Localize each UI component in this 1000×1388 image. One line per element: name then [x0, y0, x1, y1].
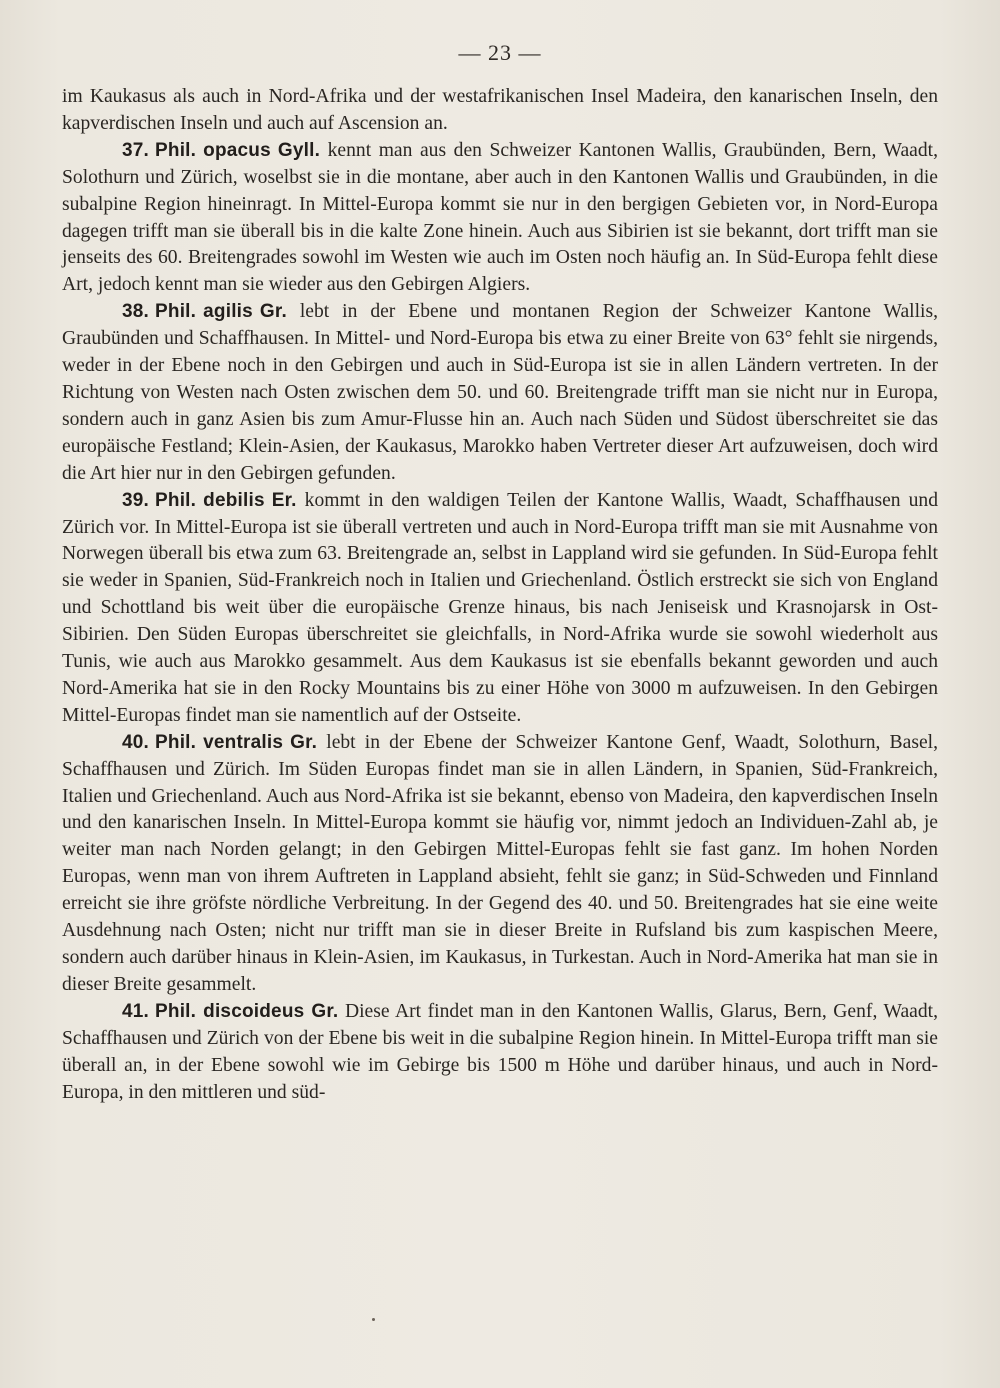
species-genus: Phil.: [155, 489, 197, 511]
species-genus: Phil.: [155, 139, 197, 161]
species-entry-39: [62, 488, 938, 730]
species-number: 40.: [122, 731, 150, 753]
species-number: 39.: [122, 489, 150, 511]
species-genus: Phil.: [155, 301, 197, 323]
species-heading: [122, 490, 297, 511]
species-description: lebt in der Ebene und montanen Region der Schweizer Kantone Wallis, Graubünden und Schaffhausen. In Mittel- und Nord-Europa bis etwa zu einer Breite von 63° fehlt sie nirgends, weder in der Ebene noch in den Gebirgen und auch in Süd-Europa ist sie in allen Ländern vertreten. In der Richtung von Westen nach Osten zwischen dem 50. und 60. Breitengrade trifft man sie nicht nur in Europa, sondern auch in ganz Asien bis zum Amur-Flusse hin an. Auch nach Süden und Südost überschreitet sie das europäische Festland; Klein-Asien, der Kaukasus, Marokko haben Vertreter dieser Art aufzuweisen, doch wird die Art hier nur in den Gebirgen gefunden.: [62, 301, 938, 484]
species-heading: [122, 301, 287, 322]
species-heading: [122, 140, 320, 161]
species-genus: Phil.: [155, 731, 197, 753]
species-heading: [122, 1001, 338, 1022]
text-column: [62, 84, 938, 1106]
print-speck: [372, 1318, 375, 1321]
species-number: 37.: [122, 139, 150, 161]
species-author: Gyll.: [277, 139, 321, 161]
species-entry-40: [62, 730, 938, 999]
species-heading: [122, 732, 317, 753]
species-author: Er.: [271, 489, 297, 511]
species-description: Diese Art findet man in den Kantonen Wallis, Glarus, Bern, Genf, Waadt, Schaffhausen und Zürich von der Ebene bis weit in die subalpine Region hinein. In Mittel-Europa trifft man sie überall an, in der Ebene sowohl wie im Gebirge bis 1500 m Höhe und darüber hinaus, und auch in Nord-Europa, in den mittleren und süd-: [62, 1000, 938, 1103]
species-epithet: debilis: [203, 489, 265, 511]
species-description: lebt in der Ebene der Schweizer Kantone Genf, Waadt, Solothurn, Basel, Schaffhausen und Zürich. Im Süden Europas findet man sie in allen Ländern, in Spanien, Süd-Frankreich, Italien und Griechenland. Auch aus Nord-Afrika ist sie bekannt, ebenso von Madeira, den kapverdischen Inseln und den kanarischen Inseln. In Mittel-Europa kommt sie häufig vor, nimmt jedoch an Individuen-Zahl ab, je weiter man nach Norden gelangt; in den Gebirgen Mittel-Europas fehlt sie fast ganz. Im hohen Norden Europas, wenn man von ihrem Auftreten in Lappland absieht, fehlt sie ganz; in Süd-Schweden und Finnland erreicht sie ihre gröfste nördliche Verbreitung. In der Gegend des 40. und 50. Breitengrades hat sie eine weite Ausdehnung nach Osten; nicht nur trifft man sie in dieser Breite in Rufsland bis zum kaspischen Meere, sondern auch darüber hinaus in Klein-Asien, im Kaukasus, in Turkestan. Auch in Nord-Amerika hat man sie in dieser Breite gesammelt.: [62, 731, 938, 995]
species-number: 38.: [122, 301, 150, 323]
species-epithet: ventralis: [203, 731, 284, 753]
species-epithet: agilis: [203, 301, 253, 323]
species-description: kommt in den waldigen Teilen der Kantone Wallis, Waadt, Schaffhausen und Zürich vor. In Mittel-Europa ist sie überall vertreten und auch in Nord-Europa trifft man sie mit Ausnahme von Norwegen überall bis etwa zum 63. Breitengrade an, selbst in Lappland wird sie gefunden. In Süd-Europa fehlt sie weder in Spanien, Süd-Frankreich noch in Italien und Griechenland. Östlich erstreckt sie sich von England und Schottland bis weit über die europäische Grenze hinaus, bis nach Jeniseisk und Krasnojarsk in Ost-Sibirien. Den Süden Europas überschreitet sie gleichfalls, in Nord-Afrika wurde sie sowohl wiederholt aus Tunis, wie auch aus Marokko gesammelt. Aus dem Kaukasus ist sie ebenfalls bekannt geworden und auch Nord-Amerika hat sie in den Rocky Mountains bis zu einer Höhe von 3000 m aufzuweisen. In den Gebirgen Mittel-Europas findet man sie namentlich auf der Ostseite.: [62, 489, 938, 726]
species-epithet: discoideus: [203, 1000, 305, 1022]
species-description: kennt man aus den Schweizer Kantonen Wallis, Graubünden, Bern, Waadt, Solothurn und Zürich, woselbst sie in die montane, aber auch in den Kantonen Wallis und Graubünden, in die subalpine Region hineinragt. In Mittel-Europa kommt sie nur in den bergigen Gebieten vor, in Nord-Europa dagegen trifft man sie überall bis in die kalte Zone hinein. Auch aus Sibirien ist sie bekannt, dort trifft man sie jenseits des 60. Breitengrades sowohl im Westen wie auch im Osten noch häufig an. In Süd-Europa fehlt diese Art, jedoch kennt man sie wieder aus den Gebirgen Algiers.: [62, 139, 938, 296]
species-author: Gr.: [311, 1000, 339, 1022]
page-number: — 23 —: [458, 40, 542, 65]
species-author: Gr.: [290, 731, 318, 753]
species-entry-41: [62, 999, 938, 1107]
species-genus: Phil.: [155, 1000, 197, 1022]
species-entry-37: [62, 138, 938, 299]
species-author: Gr.: [259, 301, 287, 323]
intro-paragraph: im Kaukasus als auch in Nord-Afrika und der westafrikanischen Insel Madeira, den kanarischen Inseln, den kapverdischen Inseln und auch auf Ascension an.: [62, 86, 938, 134]
species-number: 41.: [122, 1000, 150, 1022]
species-entry-38: [62, 299, 938, 487]
species-epithet: opacus: [203, 139, 271, 161]
